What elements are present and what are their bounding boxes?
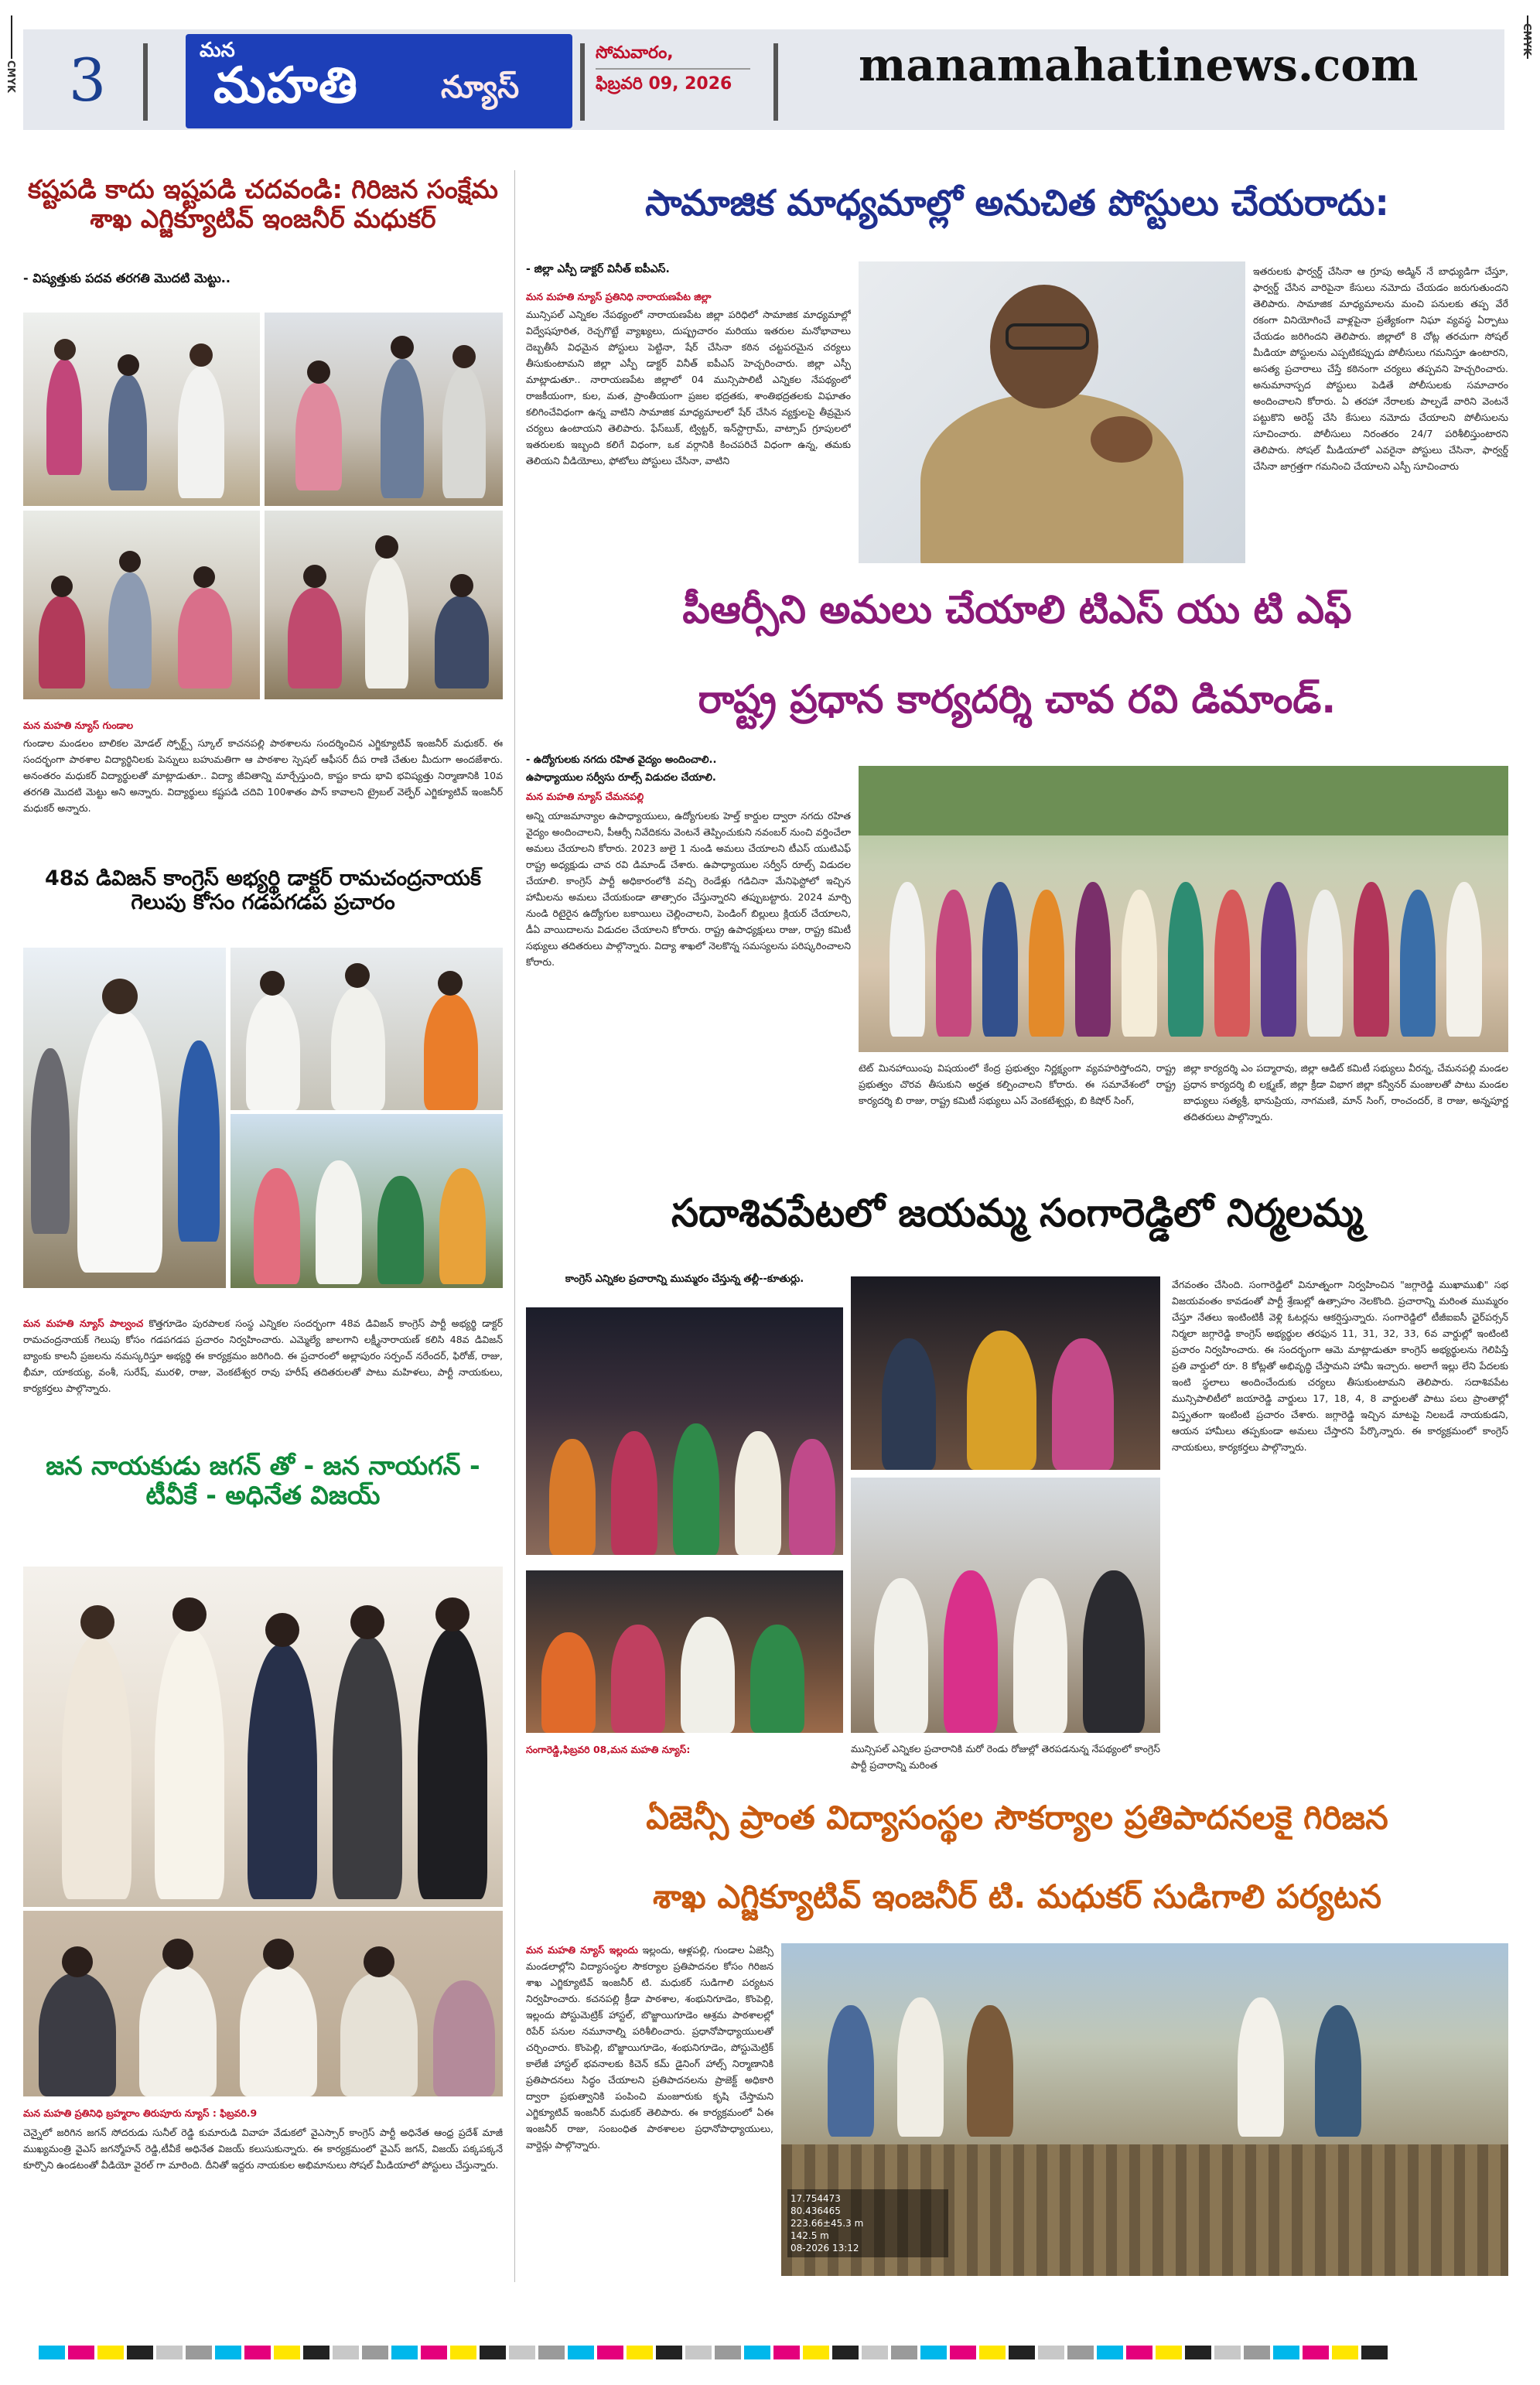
color-swatch bbox=[744, 2346, 770, 2359]
agency-text: ఇల్లందు, ఆళ్లపల్లి, గుండాల ఏజెన్సీ మండలాల్లోని విద్యాసంస్థల సౌకర్యాల ప్రతిపాదనల కోసం గిరిజన శాఖ ఎగ్జిక్యూటివ్ ఇంజనీర్ టి. మధుకర్ సుడిగాలి పర్యటన నిర్వహించారు. కచనపల్లి క్రీడా పాఠశాల, శంభునిగూడెం, కొంపెల్లి, ఇల్లందు పోస్టుమెట్రిక్ హాస్టల్, బొజ్జాయిగూడెం ఆశ్రమ పాఠశాలల్లో రిపేర్ పనుల నమూనాల్ని పరిశీలించారు. ప్రధానోపాధ్యాయులతో చర్చించారు. కొంపెల్లి, బొజ్జాయిగూడెం, శంభునిగూడెం, పోస్టుమెట్రిక్ కాలేజీ హాస్టల్ భవనాలకు కిచెన్ కమ్ డైనింగ్ హాల్స్ నిర్మాణానికి ప్రతిపాదనలు సిద్ధం చేయాలని ప్రతిపాదనలను ప్రాజెక్ట్ అధికారి ద్వారా ప్రభుత్వానికి పంపించి మంజూరుకు కృషి చేస్తామని ఎగ్జిక్యూటివ్ ఇంజనీర్ మధుకర్ తెలిపారు. ఈ కార్యక్రమంలో ఏఈ ఇంజనీర్ రాజు, సంబంధిత పాఠశాలల ప్రధానోపాధ్యాయులు, వార్డెన్లు పాల్గొన్నారు. bbox=[526, 1944, 773, 2151]
color-swatch bbox=[1303, 2346, 1329, 2359]
lead-body-right: ఇతరులకు ఫార్వర్డ్ చేసినా ఆ గ్రూపు అడ్మిన్ నే బాధ్యుడిగా చేస్తూ, ఫార్వర్డ్ చేసిన వారిపైనా కేసులు నమోదు చేయడం జరుగుతుందని తెలిపారు. సామాజిక మాధ్యమాలను మంచి పనులకు తప్ప వేరే రకంగా వినియోగించే వాళ్లపైనా ప్రత్యేకంగా నిఘా వ్యవస్థ ఏర్పాటు చేయడం జరిగిందని తెలిపారు. జిల్లాలో 8 చోట్ల తరచుగా సోషల్ మీడియా పోస్టులను ఎప్పటికప్పుడు పోలీసులు గమనిస్తూ ఉంటారని, అసత్య ప్రచారాలు చేస్తే కఠినంగా చర్యలు తప్పవని హెచ్చరించారు. అనుమానాస్పద పోస్టులు పెడితే పోలీసులకు సమాచారం అందించాలని కోరారు. ఏ తరహా నేరాలకు పాల్పడే వారిని వెంటనే పట్టుకొని అరెస్ట్ చేసి కేసులు నమోదు చేయాలని పోలీసులను సూచించారు. పోలీసులు నిరంతరం 24/7 పరిశీలిస్తుంటారని తెలిపారు. సోషల్ మీడియాలో ఎవరైనా పోస్టులు చేసినా, ఫార్వర్డ్ చేసినా జాగ్రత్తగా గమనించి చేయాలని ఎస్పీ సూచించారు bbox=[1253, 265, 1508, 472]
column-rule bbox=[514, 170, 515, 2282]
logo-small-text: మన bbox=[200, 39, 235, 62]
color-swatch bbox=[97, 2346, 124, 2359]
issue-day: సోమవారం, bbox=[596, 43, 674, 63]
color-swatch bbox=[362, 2346, 388, 2359]
color-swatch bbox=[1009, 2346, 1035, 2359]
newspaper-logo bbox=[186, 34, 572, 128]
geo-acc: 142.5 m bbox=[790, 2230, 829, 2241]
campaign-photo-3 bbox=[230, 1114, 503, 1288]
tree-canopy-shape bbox=[859, 766, 1508, 835]
left-story2-body bbox=[23, 1315, 503, 1431]
lead-headline: సామాజిక మాధ్యమాల్లో అనుచిత పోస్టులు చేయరాదు: bbox=[645, 182, 1389, 224]
masthead-divider-2 bbox=[580, 43, 585, 121]
color-swatch bbox=[979, 2346, 1006, 2359]
color-swatch bbox=[1332, 2346, 1358, 2359]
left-story2-headline: 48వ డివిజన్ కాంగ్రెస్ అభ్యర్థి డాక్టర్ రామచంద్రనాయక్ గెలుపు కోసం గడపగడప ప్రచారం bbox=[44, 866, 482, 915]
color-swatch bbox=[274, 2346, 300, 2359]
left-story3-headline: జన నాయకుడు జగన్ తో - జన నాయగన్ - టీవీకే - అధినేత విజయ్ bbox=[46, 1450, 480, 1510]
color-swatch bbox=[597, 2346, 623, 2359]
page-number: 3 bbox=[68, 46, 107, 114]
tsutf-group-photo bbox=[859, 766, 1508, 1052]
geo-lon: 80.436465 bbox=[790, 2206, 841, 2216]
left-story1-subhead: - విష్యత్తుకు పదవ తరగతి మొదటి మెట్టు.. bbox=[23, 271, 230, 285]
site-inspection-photo bbox=[781, 1943, 1508, 2276]
cmyk-mark-right: CMYK bbox=[1521, 23, 1532, 56]
color-swatch bbox=[538, 2346, 565, 2359]
color-swatch bbox=[1244, 2346, 1270, 2359]
left-story1-headline: కష్టపడి కాదు ఇష్టపడి చదవండి: గిరిజన సంక్షేమ శాఖ ఎగ్జిక్యూటివ్ ఇంజనీర్ మధుకర్ bbox=[28, 174, 498, 234]
classroom-photo-2 bbox=[265, 313, 503, 506]
color-calibration-strip bbox=[0, 2344, 1540, 2363]
spectacles-shape bbox=[1006, 323, 1089, 350]
tsutf-body-left: అన్ని యాజమాన్యాల ఉపాధ్యాయులు, ఉద్యోగులకు హెల్త్ కార్డుల ద్వారా నగదు రహిత వైద్యం అందించాలని, పీఆర్సీ నివేదికను వెంటనే తెప్పించుకుని నవంబర్ నుంచి వర్తించేలా అమలు చేయాలని కోరారు. 2023 జులై 1 నుండి అమలు చేయాలని టీఎస్ యుటిఎఫ్ రాష్ట్ర అధ్యక్షుడు చావ రవి డిమాండ్ చేశారు. ఉపాధ్యాయుల సర్వీస్ రూల్స్ విడుదల చేయాలి. కాంగ్రెస్ పార్టీ అధికారంలోకి వచ్చి రెండేళ్లు గడిచినా మేనిఫెస్టోలో ఇచ్చిన హామీలను అమలు చేయకుండా తాత్సారం చేస్తున్నారని తప్పుబట్టారు. 2024 మార్చి నుండి రిటైరైన ఉద్యోగుల బకాయిలు చెల్లించాలని, పెండింగ్ బిల్లులు క్లియర్ చేయాలని, డీఏ వాయిదాలను విడుదల చేయాలని కోరారు. రాష్ట్ర ఉపాధ్యక్షులు రాజు, రాష్ట్ర కమిటీ సభ్యులు తదితరులు పాల్గొన్నారు. విద్యా శాఖలో నెలకొన్న సమస్యలను పరిష్కరించాలని కోరారు. bbox=[526, 810, 851, 968]
lead-body-left: మున్సిపల్ ఎన్నికల నేపథ్యంలో నారాయణపేట జిల్లా పరిధిలో సామాజిక మాధ్యమాల్లో విద్వేషపూరిత, రెచ్చగొట్టే వ్యాఖ్యలు, దుష్ప్రచారం మరియు ఇతరుల మనోభావాలు దెబ్బతీసే విధమైన పోస్టులు పెట్టినా, షేర్ చేసినా కఠిన చట్టపరమైన చర్యలు తీసుకుంటామని జిల్లా ఎస్పీ డాక్టర్ వినీత్ ఐపీఎస్ హెచ్చరించారు. జిల్లా ఎస్పీ మాట్లాడుతూ.. నారాయణపేట జిల్లాలో 04 మున్సిపాలిటీ ఎన్నికల నేపథ్యంలో రాజకీయంగా, కుల, మత, ప్రాంతీయంగా ప్రజల భద్రతకు, శాంతిభద్రతలకు విఘాతం కలిగించేవిధంగా ఉన్న వాటిని సామాజిక మాధ్యమాలలో షేర్ చేసిన వ్యక్తులపై తీవ్రమైన చర్యలు ఉంటాయని తెలిపారు. ఫేస్‌బుక్, ట్విట్టర్, ఇన్‌స్టాగ్రామ్, వాట్సాప్ గ్రూపులలో ఇతరులకు ఇబ్బంది కలిగే విధంగా, ఒక వర్గానికి కించపరిచే విధంగా ఉన్న, తమకు తెలియని వీడియోలు, ఫోటోలు పోస్టులు చేసినా, వాటిని bbox=[526, 309, 851, 466]
color-swatch bbox=[1185, 2346, 1211, 2359]
cmyk-mark-left: CMYK bbox=[5, 60, 16, 93]
classroom-photo-3 bbox=[23, 511, 260, 699]
color-swatch bbox=[773, 2346, 800, 2359]
color-swatch bbox=[1273, 2346, 1299, 2359]
logo-news-text: న్యూస్ bbox=[441, 70, 520, 105]
campaign-photo-1 bbox=[23, 948, 226, 1288]
tsutf-byline: మన మహతి న్యూస్ చేమనపల్లి bbox=[526, 791, 644, 802]
rally-photo-1 bbox=[526, 1307, 843, 1555]
sadasiva-body-bottom: మున్సిపల్ ఎన్నికల ప్రచారానికి మరో రెండు రోజుల్లో తెరపడనున్న నేపథ్యంలో కాంగ్రెస్ పార్టీ ప్రచారాన్ని మరింత bbox=[851, 1743, 1160, 1771]
sadasiva-subhead: కాంగ్రెస్ ఎన్నికల ప్రచారాన్ని ముమ్మరం చేస్తున్న తల్లీ--కూతుర్లు. bbox=[565, 1273, 804, 1285]
color-swatch bbox=[215, 2346, 241, 2359]
website-url[interactable]: manamahatinews.com bbox=[859, 39, 1419, 91]
geo-stamp bbox=[787, 2189, 948, 2257]
color-swatch bbox=[1067, 2346, 1094, 2359]
left-story3-body: చెన్నైలో జరిగిన జగన్ సోదరుడు సునీల్ రెడ్డి కుమారుడి వివాహ వేడుకలో వైఎస్సార్ కాంగ్రెస్ పార్టీ అధినేత ఆంధ్ర ప్రదేశ్ మాజీ ముఖ్యమంత్రి వైఎస్ జగన్మోహన్ రెడ్డి,టీవీకే అధినేత విజయ్ కలుసుకున్నారు. ఈ కార్యక్రమంలో వైఎస్ జగన్, విజయ్ పక్కపక్కనే కూర్చొని ఉండటంతో వీడియో వైరల్ గా మారింది. దీనితో ఇద్దరు నాయకుల అభిమానులు సోషల్ మీడియాలో పోస్టులు చేస్తున్నారు. bbox=[23, 2127, 503, 2171]
left-story1-byline: మన మహతి న్యూస్ గుండాల bbox=[23, 719, 134, 731]
color-swatch bbox=[509, 2346, 535, 2359]
geo-alt: 223.66±45.3 m bbox=[790, 2218, 864, 2229]
color-swatch bbox=[391, 2346, 418, 2359]
color-swatch bbox=[891, 2346, 917, 2359]
tsutf-body-right: జిల్లా కార్యదర్శి ఎం పద్మారావు, జిల్లా ఆడిట్ కమిటీ సభ్యులు వీరన్న, చేమనపల్లి మండల ప్రధాన కార్యదర్శి బి లక్ష్మణ్, జిల్లా క్రీడా విభాగ జిల్లా కన్వీనర్ మంజులతో పాటు మండల బాధ్యులు సత్యశ్రీ, భానుప్రియ, నాగమణి, మాన్ సింగ్, రాంచందర్, కె రాజు, అన్నపూర్ణ తదితరులు పాల్గొన్నారు. bbox=[1183, 1062, 1508, 1122]
color-swatch bbox=[1038, 2346, 1064, 2359]
nirmala-photo bbox=[851, 1276, 1160, 1470]
agency-body bbox=[526, 1942, 773, 2290]
campaign-photo-2 bbox=[230, 948, 503, 1110]
color-swatch bbox=[333, 2346, 359, 2359]
geo-time: 08-2026 13:12 bbox=[790, 2243, 859, 2253]
color-swatch bbox=[803, 2346, 829, 2359]
masthead-divider bbox=[143, 43, 148, 121]
left-story1-body: గుండాల మండలం బాలికల మోడల్ స్పోర్ట్స్ స్కూల్ కాచనపల్లి పాఠశాలను సందర్శించిన ఎగ్జిక్యూటివ్ ఇంజనీర్ మధుకర్. ఈ సందర్భంగా పాఠశాల విద్యార్థినిలకు పెన్నులు బహుమతిగా ఆ పాఠశాల స్పెషల్ ఆఫీసర్ దీప రాణి చేతుల మీదుగా అందజేశారు. అనంతరం మధుకర్ విద్యార్థులతో మాట్లాడుతూ.. విద్యా జీవితాన్ని మార్చేస్తుంది, కాష్టం కాదు భావి భవిష్యత్తు నిర్మాణానికి 10వ తరగతి మొదటి మెట్టు అని అన్నారు. విద్యార్థులు కష్టపడి చదివి 100శాతం పాస్ కావాలని ట్రైబల్ వెల్ఫేర్ ఎగ్జిక్యూటివ్ ఇంజనీర్ మధుకర్ అన్నారు. bbox=[23, 737, 503, 814]
color-swatch bbox=[656, 2346, 682, 2359]
color-swatch bbox=[39, 2346, 65, 2359]
color-swatch bbox=[186, 2346, 212, 2359]
sp-portrait-photo bbox=[859, 261, 1245, 563]
lead-byline: మన మహతి న్యూస్ ప్రతినిధి నారాయణపేట జిల్లా bbox=[526, 291, 712, 302]
color-swatch bbox=[715, 2346, 741, 2359]
sadasiva-body-right: వేగవంతం చేసింది. సంగారెడ్డిలో వినూత్నంగా నిర్వహించిన "జగ్గారెడ్డి ముఖాముఖి" సభ విజయవంతం కావడంతో పార్టీ శ్రేణుల్లో ఉత్సాహం నెలకొంది. ప్రచారాన్ని మరింత ముమ్మరం చేస్తూ నేతలు ఇంటింటికీ వెళ్లి ఓటర్లను ఆకర్షిస్తున్నారు. సంగారెడ్డిలో టీజీఐఐసీ ఛైర్‌పర్సన్ నిర్మలా జగ్గారెడ్డి కాంగ్రెస్ అభ్యర్థుల తరఫున 11, 31, 32, 33, 6వ వార్డుల్లో ఇంటింటి ప్రచారం నిర్వహించారు. ఈ సందర్భంగా ఆమె మాట్లాడుతూ కాంగ్రెస్ అభ్యర్థులను గెలిపిస్తే ప్రతి వార్డులో రూ. 8 కోట్లతో అభివృద్ధి చేస్తామని హామీ ఇచ్చారు. అలాగే ఇల్లు లేని పేదలకు ఇంటి స్థలాలు అందించేందుకు చర్యలు తీసుకుంటామని తెలిపారు. సదాశివపేట మున్సిపాలిటీలో జయారెడ్డి వార్డులు 17, 18, 4, 8 వార్డులతో పాటు పలు ప్రాంతాల్లో విస్తృతంగా ఇంటింటి ప్రచారం చేశారు. జగ్గారెడ్డి ఇచ్చిన మాటపై నిలబడే నాయకుడని, ఆయన హామీలు తప్పకుండా అమలు చేస్తారని పేర్కొన్నారు. ఈ కార్యక్రమంలో కాంగ్రెస్ నాయకులు, కార్యకర్తలు పాల్గొన్నారు. bbox=[1172, 1279, 1508, 1453]
agency-headline-2: శాఖ ఎగ్జిక్యూటివ్ ఇంజనీర్ టి. మధుకర్ సుడిగాలి పర్యటన bbox=[653, 1878, 1381, 1915]
left-story2-text: కొత్తగూడెం పురపాలక సంస్థ ఎన్నికల సందర్భంగా 48వ డివిజన్ కాంగ్రెస్ పార్టీ అభ్యర్థి డాక్టర్ రామచంద్రనాయక్ గెలుపు కోసం గడపగడప ప్రచారం నిర్వహించారు. ఎమ్మెల్యే జాలగాని లక్ష్మీనారాయణ్ కలిసి 48వ డివిజన్ బ్యాంకు కాలనీ ప్రజలను నమస్కరిస్తూ అభ్యర్థి ఈ కార్యక్రమం జరిగింది. ఈ ప్రచారంలో అల్లాపురం సర్పంచ్ నరేందర్, ఫిరోజ్, రాజు, భీమా, యాకయ్య, వంశీ, సురేష్, మురళి, రాజు, వెంకటేశ్వర రావు హరీష్ తదితరులతో పాటు మహిళలు, పార్టీ నాయకులు, కార్యకర్తలు పాల్గొన్నారు. bbox=[23, 1317, 503, 1394]
lead-subhead: - జిల్లా ఎస్పీ డాక్టర్ వినీత్ ఐపీఎస్. bbox=[526, 263, 670, 275]
masthead-divider-3 bbox=[773, 43, 778, 121]
tsutf-body-mid: టెట్ మినహాయింపు విషయంలో కేంద్ర ప్రభుత్వం నిర్ణక్ష్యంగా వ్యవహరిస్తోందని, రాష్ట్ర ప్రభుత్వం చొరవ తీసుకుని అర్హత కల్పించాలని కోరారు. ఈ సమావేశంలో రాష్ట్ర కార్యదర్శి బి రాజు, రాష్ట్ర కమిటీ సభ్యులు ఎస్ వెంకటేశ్వర్లు, బి కిషోర్ సింగ్, bbox=[859, 1062, 1176, 1106]
sadasiva-dateline: సంగారెడ్డి,ఫిబ్రవరి 08,మన మహతి న్యూస్: bbox=[526, 1744, 691, 1755]
agency-headline-1: ఏజెన్సీ ప్రాంత విద్యాసంస్థల సౌకర్యాల ప్రతిపాదనలకై గిరిజన bbox=[646, 1799, 1388, 1837]
issue-date: ఫిబ్రవరి 09, 2026 bbox=[596, 74, 732, 94]
color-swatch bbox=[480, 2346, 506, 2359]
tsutf-subhead-2: ఉపాధ్యాయుల సర్వీసు రూల్స్ విడుదల చేయాలి. bbox=[526, 772, 716, 784]
color-swatch bbox=[68, 2346, 94, 2359]
color-swatch bbox=[1156, 2346, 1182, 2359]
color-swatch bbox=[627, 2346, 653, 2359]
color-swatch bbox=[685, 2346, 712, 2359]
classroom-photo-4 bbox=[265, 511, 503, 699]
color-swatch bbox=[950, 2346, 976, 2359]
rally-photo-2 bbox=[526, 1570, 843, 1733]
wedding-photo bbox=[23, 1567, 503, 1907]
color-swatch bbox=[1126, 2346, 1152, 2359]
tsutf-subhead-1: - ఉద్యోగులకు నగదు రహిత వైద్యం అందించాలి.. bbox=[526, 754, 717, 766]
jayamma-photo bbox=[851, 1478, 1160, 1733]
color-swatch bbox=[421, 2346, 447, 2359]
left-story2-byline: మన మహతి న్యూస్ పాల్వంచ bbox=[23, 1317, 144, 1329]
logo-main-text: మహతి bbox=[213, 57, 358, 114]
color-swatch bbox=[244, 2346, 271, 2359]
geo-lat: 17.754473 bbox=[790, 2193, 841, 2204]
color-swatch bbox=[568, 2346, 594, 2359]
color-swatch bbox=[127, 2346, 153, 2359]
tsutf-headline-2: రాష్ట్ర ప్రధాన కార్యదర్శి చావ రవి డిమాండ్. bbox=[698, 677, 1337, 722]
date-rule bbox=[596, 68, 750, 70]
color-swatch bbox=[1361, 2346, 1388, 2359]
color-swatch bbox=[156, 2346, 183, 2359]
color-swatch bbox=[1214, 2346, 1241, 2359]
color-swatch bbox=[1097, 2346, 1123, 2359]
registration-mark-left bbox=[11, 15, 12, 59]
color-swatch bbox=[450, 2346, 476, 2359]
audience-photo bbox=[23, 1911, 503, 2096]
color-swatch bbox=[862, 2346, 888, 2359]
classroom-photo-1 bbox=[23, 313, 260, 506]
tsutf-headline-1: పీఆర్సీని అమలు చేయాలి టిఎస్ యు టి ఎఫ్ bbox=[682, 587, 1352, 632]
sadasiva-headline: సదాశివపేటలో జయమ్మ సంగారెడ్డిలో నిర్మలమ్మ bbox=[671, 1191, 1364, 1235]
color-swatch bbox=[920, 2346, 947, 2359]
agency-byline: మన మహతి న్యూస్ ఇల్లందు bbox=[526, 1944, 638, 1956]
left-story3-byline: మన మహతి ప్రతినిధి బ్రహ్మరాం తిరుపూరు న్యూస్ : ఫిబ్రవరి.9 bbox=[23, 2107, 258, 2119]
color-swatch bbox=[832, 2346, 859, 2359]
color-swatch bbox=[303, 2346, 330, 2359]
